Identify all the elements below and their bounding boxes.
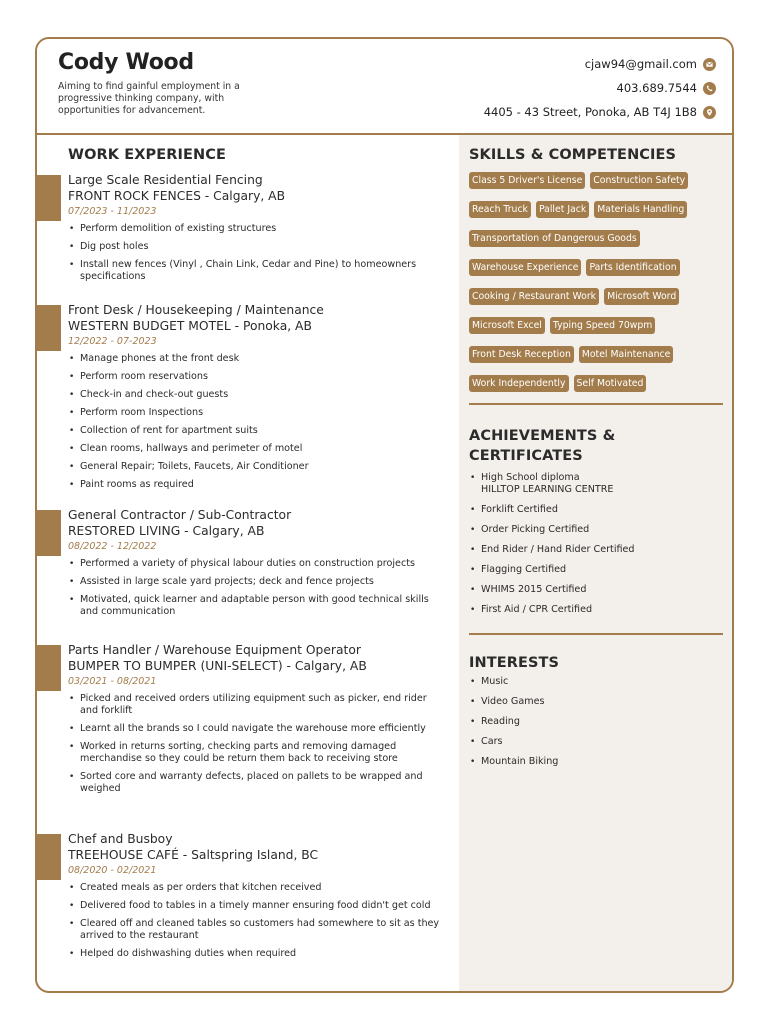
skill-tag: Pallet Jack (536, 201, 589, 218)
job-duties (68, 353, 443, 497)
list-item: • Video Games (469, 696, 724, 708)
skills-tag-list (469, 172, 719, 392)
job-dates: 03/2021 - 08/2021 (68, 676, 157, 687)
list-item: • Picked and received orders utilizing equipment such as picker, end rider and forklift (68, 693, 443, 717)
job-title: Chef and Busboy (68, 832, 173, 846)
job-company: FRONT ROCK FENCES - Calgary, AB (68, 189, 286, 203)
section-divider (469, 633, 723, 635)
list-item: • Music (469, 676, 724, 688)
skill-tag: Typing Speed 70wpm (550, 317, 655, 334)
skill-tag: Microsoft Excel (469, 317, 545, 334)
skill-tag: Self Motivated (574, 375, 647, 392)
list-item: • Forklift Certified (469, 504, 724, 516)
job-accent-bar (37, 834, 61, 880)
list-item: • Delivered food to tables in a timely manner ensuring food didn't get cold (68, 900, 443, 912)
job-title: Front Desk / Housekeeping / Maintenance (68, 303, 324, 317)
list-item: • High School diploma HILLTOP LEARNING CENTRE (469, 472, 724, 496)
job-company: RESTORED LIVING - Calgary, AB (68, 524, 265, 538)
contact-email (484, 52, 716, 76)
job-title: Large Scale Residential Fencing (68, 173, 263, 187)
contact-block (484, 52, 716, 124)
job-accent-bar (37, 510, 61, 556)
list-item: • Cleared off and cleaned tables so customers had somewhere to sit as they arrived to the restaurant (68, 918, 443, 942)
phone-icon (703, 82, 716, 95)
list-item: • First Aid / CPR Certified (469, 604, 724, 616)
skill-tag: Reach Truck (469, 201, 531, 218)
job-duties (68, 223, 443, 289)
skill-tag: Microsoft Word (604, 288, 679, 305)
list-item: • Worked in returns sorting, checking parts and removing damaged merchandise so they could be return them back to receiving store (68, 741, 443, 765)
list-item: • Created meals as per orders that kitchen received (68, 882, 443, 894)
achievements-section (469, 426, 724, 624)
list-item: • End Rider / Hand Rider Certified (469, 544, 724, 556)
list-item: • Paint rooms as required (68, 479, 443, 491)
skills-heading: SKILLS & COMPETENCIES (469, 147, 677, 163)
list-item: • Manage phones at the front desk (68, 353, 443, 365)
job-duties (68, 558, 443, 624)
envelope-icon (703, 58, 716, 71)
job-company: BUMPER TO BUMPER (UNI-SELECT) - Calgary, AB (68, 659, 367, 673)
list-item: • Order Picking Certified (469, 524, 724, 536)
list-item: • Install new fences (Vinyl , Chain Link, Cedar and Pine) to homeowners specifications (68, 259, 443, 283)
list-item: • Perform room reservations (68, 371, 443, 383)
job-dates: 12/2022 - 07-2023 (68, 336, 157, 347)
skill-tag: Cooking / Restaurant Work (469, 288, 599, 305)
list-item: • Collection of rent for apartment suits (68, 425, 443, 437)
list-item: • Flagging Certified (469, 564, 724, 576)
email-text[interactable]: cjaw94@gmail.com (584, 57, 697, 71)
skill-tag: Materials Handling (594, 201, 687, 218)
skill-tag: Front Desk Reception (469, 346, 574, 363)
list-item: • Perform room Inspections (68, 407, 443, 419)
interests-section (469, 655, 724, 776)
phone-text[interactable]: 403.689.7544 (616, 81, 697, 95)
job-accent-bar (37, 645, 61, 691)
skill-tag: Work Independently (469, 375, 569, 392)
list-item: • Dig post holes (68, 241, 443, 253)
job-company: WESTERN BUDGET MOTEL - Ponoka, AB (68, 319, 312, 333)
section-divider (469, 403, 723, 405)
skill-tag: Class 5 Driver's License (469, 172, 585, 189)
contact-phone (484, 76, 716, 100)
job-dates: 08/2022 - 12/2022 (68, 541, 157, 552)
work-experience-heading: WORK EXPERIENCE (68, 147, 227, 163)
list-item: • Learnt all the brands so I could navigate the warehouse more efficiently (68, 723, 443, 735)
job-accent-bar (37, 175, 61, 221)
skill-tag: Motel Maintenance (579, 346, 673, 363)
list-item: • Mountain Biking (469, 756, 724, 768)
job-dates: 08/2020 - 02/2021 (68, 865, 157, 876)
contact-address (484, 100, 716, 124)
resume-header (37, 39, 732, 135)
list-item: • Performed a variety of physical labour duties on construction projects (68, 558, 443, 570)
job-accent-bar (37, 305, 61, 351)
list-item: • General Repair; Toilets, Faucets, Air Conditioner (68, 461, 443, 473)
list-item: • Helped do dishwashing duties when required (68, 948, 443, 960)
list-item: • Motivated, quick learner and adaptable person with good technical skills and communication (68, 594, 443, 618)
objective-statement: Aiming to find gainful employment in a progressive thinking company, with opportunities for advancement. (58, 81, 240, 116)
job-dates: 07/2023 - 11/2023 (68, 206, 157, 217)
skill-tag: Warehouse Experience (469, 259, 581, 276)
resume-page (35, 37, 734, 993)
job-title: Parts Handler / Warehouse Equipment Operator (68, 643, 361, 657)
list-item: • Cars (469, 736, 724, 748)
skills-section (469, 147, 724, 392)
achievements-list (469, 472, 724, 616)
list-item: • Sorted core and warranty defects, placed on pallets to be wrapped and weighed (68, 771, 443, 795)
achievements-heading: ACHIEVEMENTS & CERTIFICATES (469, 428, 616, 464)
list-item: • Check-in and check-out guests (68, 389, 443, 401)
list-item: • Assisted in large scale yard projects; deck and fence projects (68, 576, 443, 588)
list-item: • Clean rooms, hallways and perimeter of motel (68, 443, 443, 455)
address-text: 4405 - 43 Street, Ponoka, AB T4J 1B8 (483, 105, 697, 119)
location-pin-icon (703, 106, 716, 119)
skill-tag: Parts Identification (586, 259, 679, 276)
skill-tag: Transportation of Dangerous Goods (469, 230, 640, 247)
list-item: • WHIMS 2015 Certified (469, 584, 724, 596)
interests-list (469, 676, 724, 768)
job-company: TREEHOUSE CAFÉ - Saltspring Island, BC (68, 848, 319, 862)
job-duties (68, 693, 443, 801)
interests-heading: INTERESTS (469, 655, 560, 671)
job-duties (68, 882, 443, 966)
list-item: • Perform demolition of existing structures (68, 223, 443, 235)
list-item: • Reading (469, 716, 724, 728)
candidate-name: Cody Wood (58, 50, 194, 75)
job-title: General Contractor / Sub-Contractor (68, 508, 292, 522)
skill-tag: Construction Safety (590, 172, 688, 189)
